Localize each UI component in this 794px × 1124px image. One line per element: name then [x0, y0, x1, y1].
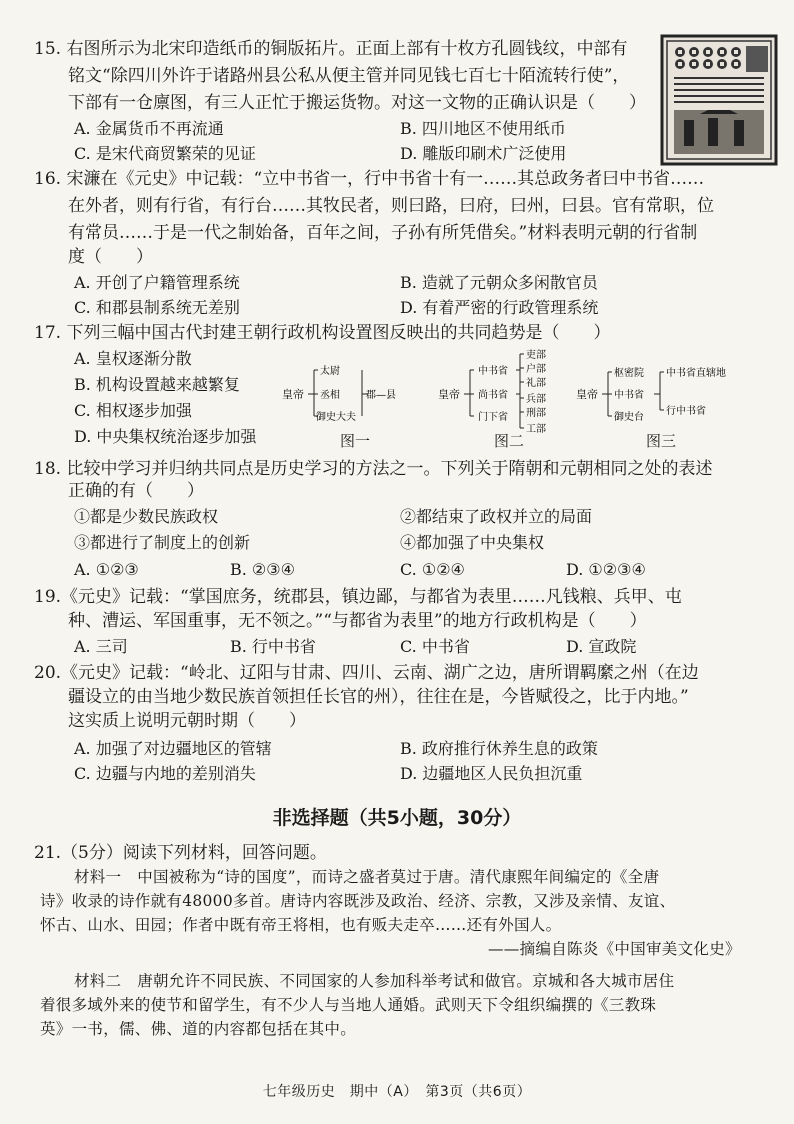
- diagram-3-label: 图三: [646, 432, 677, 450]
- q15-stem-line3: 下部有一仓廪图，有三人正忙于搬运货物。对这一文物的正确认识是（ ）: [68, 93, 646, 113]
- d3-root: 皇帝: [576, 388, 598, 401]
- q16-stem-line4: 度（ ）: [68, 247, 153, 267]
- d1-root: 皇帝: [282, 388, 304, 401]
- q20-stem-line2: 疆设立的由当地少数民族首领担任长官的州），往往在是，今皆赋役之，比于内地。”: [68, 687, 689, 707]
- q15-option-a: A. 金属货币不再流通: [74, 119, 224, 138]
- q20-option-b: B. 政府推行休养生息的政策: [400, 739, 598, 758]
- q19-stem-line1: 19.《元史》记载：“掌国庶务，统郡县，镇边鄙，与都省为表里……凡钱粮、兵甲、屯: [34, 587, 682, 607]
- q16-option-d: D. 有着严密的行政管理系统: [400, 298, 599, 317]
- q20-option-d: D. 边疆地区人民负担沉重: [400, 764, 583, 783]
- q20-option-c: C. 边疆与内地的差别消失: [74, 764, 256, 783]
- q15-option-c: C. 是宋代商贸繁荣的见证: [74, 144, 256, 163]
- q17-stem: 17. 下列三幅中国古代封建王朝行政机构设置图反映出的共同趋势是（ ）: [34, 323, 611, 343]
- q17-option-c: C. 相权逐步加强: [74, 401, 192, 420]
- q16-stem-line2: 在外者，则有行省，有行台……其牧民者，则曰路，曰府，曰州，曰县。官有常职，位: [68, 196, 714, 216]
- q17-option-a: A. 皇权逐渐分散: [74, 349, 192, 368]
- d1-tail: 郡—县: [366, 390, 396, 401]
- q18-option-c: C. ①②④: [400, 560, 465, 579]
- q16-option-b: B. 造就了元朝众多闲散官员: [400, 273, 598, 292]
- d1-branch-2: 丞相: [320, 390, 340, 401]
- d3-right-1: 中书省直辖地: [666, 368, 726, 379]
- q18-option-d: D. ①②③④: [566, 560, 646, 579]
- q19-option-d: D. 宣政院: [566, 637, 637, 656]
- q16-option-c: C. 和郡县制系统无差别: [74, 298, 240, 317]
- q21-material2-line2: 着很多域外来的使节和留学生，有不少人与当地人通婚。武则天下令组织编撰的《三教珠: [40, 996, 657, 1014]
- diagram-2: [438, 348, 568, 434]
- q17-option-b: B. 机构设置越来越繁复: [74, 375, 240, 394]
- q21-material2-line1: 材料二 唐朝允许不同民族、不同国家的人参加科举考试和做官。京城和各大城市居住: [74, 972, 675, 990]
- q20-stem-line1: 20.《元史》记载：“岭北、辽阳与甘肃、四川、云南、湖广之边，唐所谓羁縻之州（在边: [34, 663, 699, 683]
- q16-option-a: A. 开创了户籍管理系统: [74, 273, 240, 292]
- q15-stem-line2: 铭文“除四川外许于诸路州县公私从便主管并同见钱七百七十陌流转行使”，: [68, 66, 630, 86]
- d1-branch-1: 太尉: [320, 366, 340, 377]
- section-title: 非选择题（共5小题，30分）: [272, 807, 522, 829]
- d2-branch-3: 门下省: [478, 412, 508, 423]
- q15-option-d: D. 雕版印刷术广泛使用: [400, 144, 567, 163]
- q18-option-b: B. ②③④: [230, 560, 295, 579]
- d3-branch-1: 枢密院: [614, 368, 644, 379]
- q18-stem-line1: 18. 比较中学习并归纳共同点是历史学习的方法之一。下列关于隋朝和元朝相同之处的表述: [34, 459, 713, 479]
- q18-item-1: ①都是少数民族政权: [74, 507, 219, 526]
- q18-option-a: A. ①②③: [74, 560, 139, 579]
- page-footer: 七年级历史 期中（A） 第3页（共6页）: [262, 1084, 532, 1100]
- d3-right-2: 行中书省: [666, 406, 706, 417]
- q21-material1-line1: 材料一 中国被称为“诗的国度”，而诗之盛者莫过于唐。清代康熙年间编定的《全唐: [74, 868, 660, 886]
- d2-branch-2: 尚书省: [478, 390, 508, 401]
- q21-material1-line3: 怀古、山水、田园；作者中既有帝王将相，也有贩夫走卒……还有外国人。: [40, 916, 562, 934]
- d2-branch-1: 中书省: [478, 366, 508, 377]
- diagram-1-label: 图一: [340, 432, 371, 450]
- diagram-1: [282, 358, 396, 430]
- q19-option-a: A. 三司: [74, 637, 128, 656]
- d2-ministry-1: 吏部: [526, 350, 546, 361]
- d2-ministry-6: 工部: [526, 424, 546, 435]
- d2-root: 皇帝: [438, 388, 460, 401]
- q21-material1-source: ——摘编自陈炎《中国审美文化史》: [488, 940, 741, 958]
- q21-material1-line2: 诗》收录的诗作就有48000多首。唐诗内容既涉及政治、经济、宗教，又涉及亲情、友谊、: [40, 892, 676, 910]
- d2-ministry-2: 户部: [526, 364, 546, 375]
- q19-option-b: B. 行中书省: [230, 637, 316, 656]
- q15-option-b: B. 四川地区不使用纸币: [400, 119, 566, 138]
- q17-option-d: D. 中央集权统治逐步加强: [74, 427, 257, 446]
- q21-material2-line3: 英》一书，儒、佛、道的内容都包括在其中。: [40, 1020, 357, 1038]
- q20-option-a: A. 加强了对边疆地区的管辖: [74, 739, 272, 758]
- q18-item-2: ②都结束了政权并立的局面: [400, 507, 593, 526]
- banknote-rubbing-image: [660, 34, 778, 166]
- d3-branch-3: 御史台: [614, 412, 644, 423]
- d2-ministry-4: 兵部: [526, 394, 546, 405]
- d2-ministry-5: 刑部: [526, 408, 546, 419]
- q19-option-c: C. 中书省: [400, 637, 470, 656]
- q18-stem-line2: 正确的有（ ）: [68, 481, 204, 501]
- q18-item-4: ④都加强了中央集权: [400, 533, 545, 552]
- q20-stem-line3: 这实质上说明元朝时期（ ）: [68, 711, 306, 731]
- q16-stem-line3: 有常员……于是一代之制始备，百年之间，子孙有所凭借矣。”材料表明元朝的行省制: [68, 223, 698, 243]
- diagram-3: [576, 362, 742, 426]
- q18-item-3: ③都进行了制度上的创新: [74, 533, 251, 552]
- q19-stem-line2: 种、漕运、军国重事，无不领之。”“与都省为表里”的地方行政机构是（ ）: [68, 611, 647, 631]
- q15-stem-line1: 15. 右图所示为北宋印造纸币的铜版拓片。正面上部有十枚方孔圆钱纹，中部有: [34, 39, 628, 59]
- q21-stem: 21.（5分）阅读下列材料，回答问题。: [34, 843, 327, 863]
- d3-branch-2: 中书省: [614, 390, 644, 401]
- d1-branch-3: 御史大夫: [316, 412, 356, 423]
- q16-stem-line1: 16. 宋濂在《元史》中记载：“立中书省一，行中书省十有一……其总政务者曰中书省……: [34, 169, 705, 189]
- diagram-2-label: 图二: [494, 432, 525, 450]
- d2-ministry-3: 礼部: [526, 378, 546, 389]
